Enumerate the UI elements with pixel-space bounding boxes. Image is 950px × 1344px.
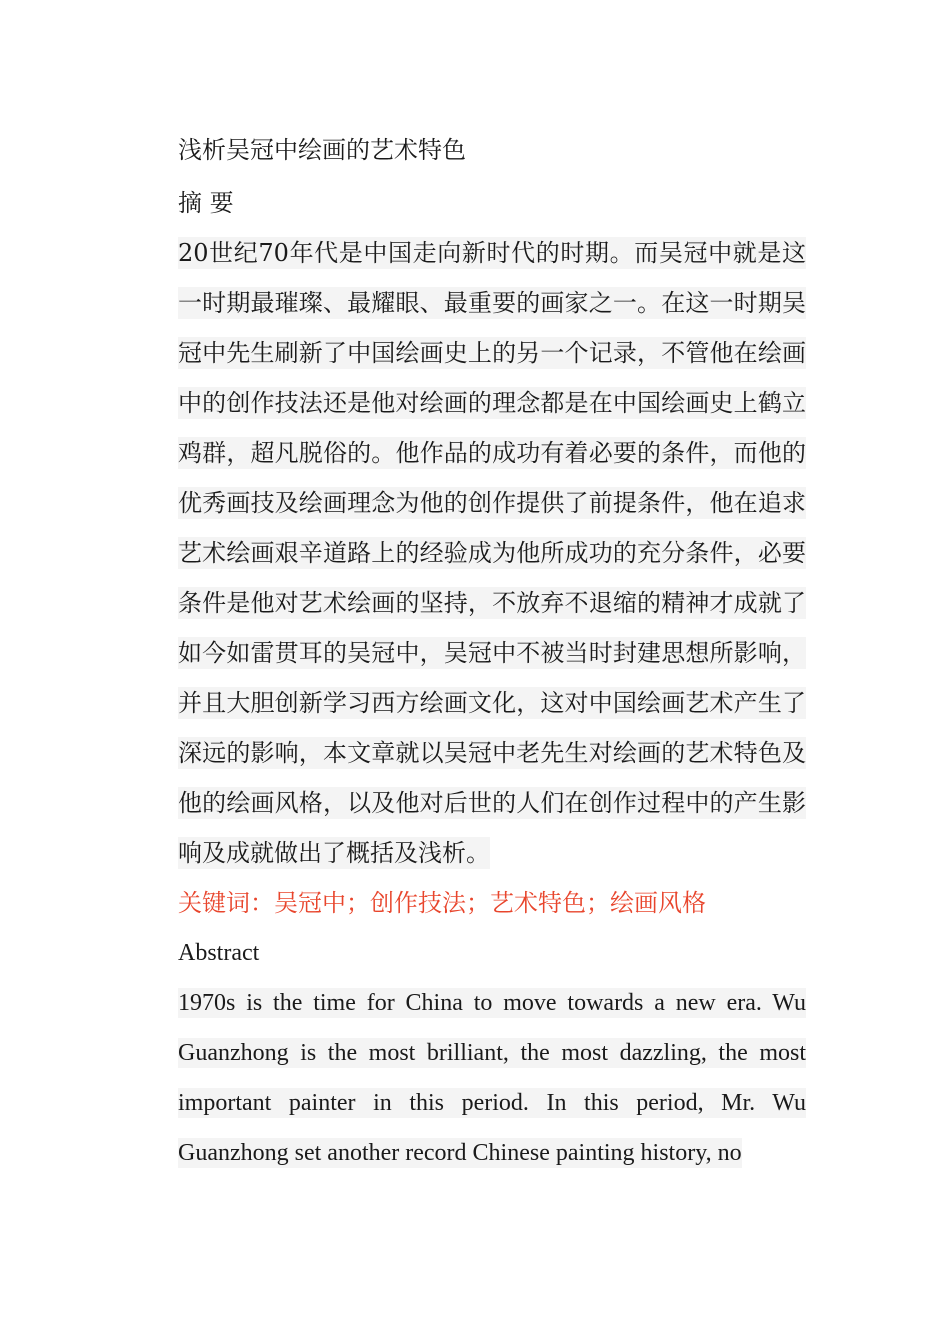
document-page: [178, 128, 806, 1178]
abstract-cn-paragraph: [178, 228, 806, 878]
document-title: 浅析吴冠中绘画的艺术特色: [178, 136, 466, 164]
keywords-line: 关键词：吴冠中；创作技法；艺术特色；绘画风格: [178, 889, 706, 917]
abstract-cn-heading: 摘 要: [178, 189, 234, 217]
abstract-cn-text: 20世纪70年代是中国走向新时代的时期。而吴冠中就是这一时期最璀璨、最耀眼、最重要的画家之一。在这一时期吴冠中先生刷新了中国绘画史上的另一个记录，不管他在绘画中的创作技法还是他对绘画的理念都是在中国绘画史上鹤立鸡群，超凡脱俗的。他作品的成功有着必要的条件，而他的优秀画技及绘画理念为他的创作提供了前提条件，他在追求艺术绘画艰辛道路上的经验成为他所成功的充分条件，必要条件是他对艺术绘画的坚持，不放弃不退缩的精神才成就了如今如雷贯耳的吴冠中，吴冠中不被当时封建思想所影响，并且大胆创新学习西方绘画文化，这对中国绘画艺术产生了深远的影响，本文章就以吴冠中老先生对绘画的艺术特色及他的绘画风格，以及他对后世的人们在创作过程中的产生影响及成就做出了概括及浅析。: [178, 239, 806, 867]
abstract-en-paragraph: [178, 978, 806, 1178]
abstract-en-text: 1970s is the time for China to move towards a new era. Wu Guanzhong is the most brilliant, the most dazzling, the most important painter in this period. In this period, Mr. Wu Guanzhong set another record Chinese painting history, no: [178, 990, 806, 1166]
abstract-en-heading: Abstract: [178, 940, 260, 966]
